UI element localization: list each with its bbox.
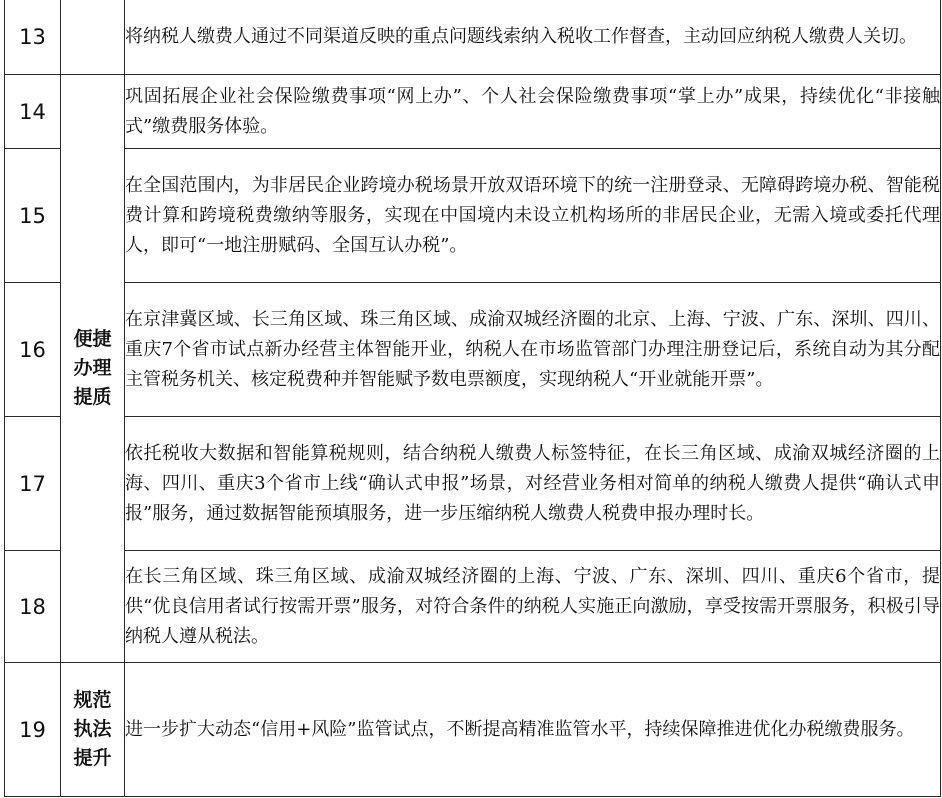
category-cell bbox=[61, 0, 125, 75]
table-row bbox=[5, 75, 941, 149]
measure-content: 依托税收大数据和智能算税规则，结合纳税人缴费人标签特征，在长三角区域、成渝双城经济圈的上海、四川、重庆3个省市上线“确认式申报”场景，对经营业务相对简单的纳税人缴费人提供“确认式申报”服务，通过数据智能预填服务，进一步压缩纳税人缴费人税费申报办理时长。 bbox=[125, 417, 941, 551]
table-row bbox=[5, 149, 941, 283]
category-label-regulated: 规范执法提升 bbox=[73, 689, 112, 769]
table-row bbox=[5, 417, 941, 551]
measure-content: 在京津冀区域、长三角区域、珠三角区域、成渝双城经济圈的北京、上海、宁波、广东、深圳、四川、重庆7个省市试点新办经营主体智能开业，纳税人在市场监管部门办理注册登记后，系统自动为其分配主管税务机关、核定税费种并智能赋予数电票额度，实现纳税人“开业就能开票”。 bbox=[125, 283, 941, 417]
table-row bbox=[5, 663, 941, 797]
policy-measures-table bbox=[4, 0, 941, 797]
measure-content: 进一步扩大动态“信用+风险”监管试点，不断提高精准监管水平，持续保障推进优化办税缴费服务。 bbox=[125, 663, 941, 797]
row-number: 14 bbox=[5, 75, 61, 149]
table-row bbox=[5, 283, 941, 417]
category-cell bbox=[61, 75, 125, 663]
measure-content: 将纳税人缴费人通过不同渠道反映的重点问题线索纳入税收工作督查，主动回应纳税人缴费人关切。 bbox=[125, 0, 941, 75]
row-number: 15 bbox=[5, 149, 61, 283]
measure-content: 巩固拓展企业社会保险缴费事项“网上办”、个人社会保险缴费事项“掌上办”成果，持续优化“非接触式”缴费服务体验。 bbox=[125, 75, 941, 149]
table-row bbox=[5, 551, 941, 663]
measure-content: 在全国范围内，为非居民企业跨境办税场景开放双语环境下的统一注册登录、无障碍跨境办税、智能税费计算和跨境税费缴纳等服务，实现在中国境内未设立机构场所的非居民企业，无需入境或委托代理人，即可“一地注册赋码、全国互认办税”。 bbox=[125, 149, 941, 283]
category-cell bbox=[61, 663, 125, 797]
row-number: 17 bbox=[5, 417, 61, 551]
table-row bbox=[5, 0, 941, 75]
category-label-convenient: 便捷办理提质 bbox=[73, 328, 112, 408]
row-number: 16 bbox=[5, 283, 61, 417]
row-number: 18 bbox=[5, 551, 61, 663]
row-number: 19 bbox=[5, 663, 61, 797]
measure-content: 在长三角区域、珠三角区域、成渝双城经济圈的上海、宁波、广东、深圳、四川、重庆6个省市，提供“优良信用者试行按需开票”服务，对符合条件的纳税人实施正向激励，享受按需开票服务，积极引导纳税人遵从税法。 bbox=[125, 551, 941, 663]
row-number: 13 bbox=[5, 0, 61, 75]
